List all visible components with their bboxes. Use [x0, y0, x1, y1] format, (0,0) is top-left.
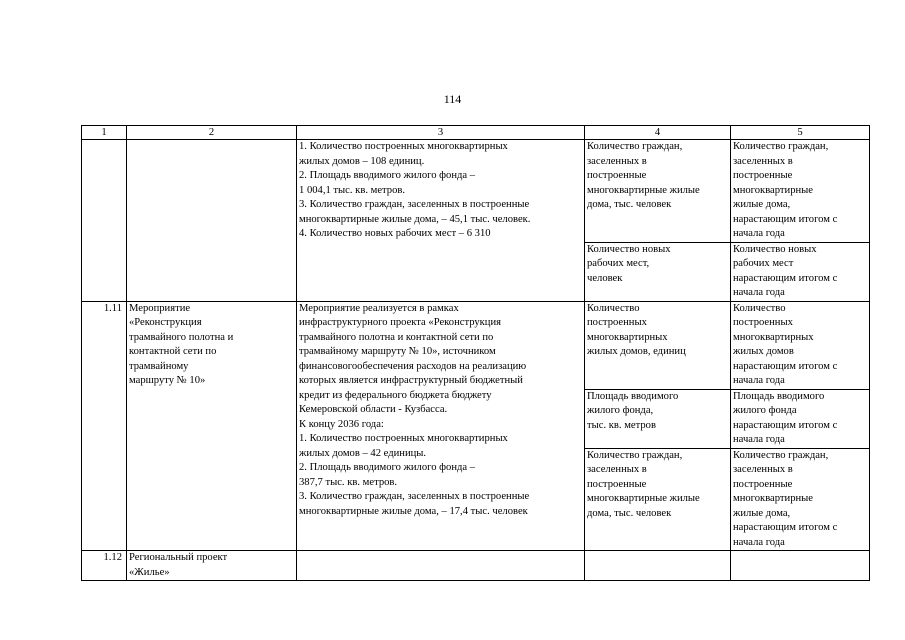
cell-line: Количество граждан, [587, 449, 683, 461]
cell-line: 3. Количество граждан, заселенных в построенные [299, 491, 530, 502]
table-row [82, 301, 870, 389]
table-header-row [82, 126, 870, 140]
header-col-2: 2 [127, 126, 297, 140]
cell-line: жилых домов – 108 единиц. [299, 155, 425, 167]
row-a-num [82, 140, 127, 302]
cell-line: «Жилье» [129, 566, 170, 578]
cell-line: Количество граждан, [733, 449, 829, 461]
cell-line: жилые дома, [733, 199, 791, 210]
cell-line: нарастающим итогом с [733, 360, 838, 372]
row-111-description [297, 301, 585, 551]
row-a-indicator-2 [585, 242, 731, 301]
cell-line: нарастающим итогом с [733, 272, 838, 284]
row-a-description [297, 140, 585, 302]
cell-line: многоквартирные жилые дома, – 17,4 тыс. человек [299, 505, 528, 517]
cell-line: трамвайному маршруту № 10», источником [299, 346, 496, 357]
cell-line: построенные [587, 478, 647, 490]
cell-line: которых является инфраструктурный бюджетный [299, 375, 523, 386]
cell-line: человек [587, 272, 623, 284]
cell-line: 1. Количество построенных многоквартирных [299, 141, 508, 152]
page-number: 114 [443, 92, 462, 106]
cell-line: построенных [587, 317, 647, 328]
cell-line: начала года [733, 228, 785, 239]
header-col-1: 1 [82, 126, 127, 140]
cell-line: 387,7 тыс. кв. метров. [299, 476, 398, 488]
row-112-name [127, 551, 297, 581]
cell-line: построенные [587, 170, 647, 181]
cell-line: дома, тыс. человек [587, 199, 672, 210]
row-a-value-1 [731, 140, 870, 243]
cell-line: многоквартирные жилые [587, 184, 700, 196]
cell-line: Площадь вводимого [733, 390, 825, 402]
cell-line: заселенных в [587, 464, 647, 475]
cell-line: многоквартирных [733, 331, 814, 343]
table-row [82, 140, 870, 243]
cell-line: начала года [733, 287, 785, 298]
indicator-table [81, 125, 870, 581]
cell-line: многоквартирные жилые [587, 493, 700, 504]
cell-line: жилых домов – 42 единицы. [299, 447, 427, 459]
cell-line: трамвайного полотна и [129, 331, 234, 343]
cell-line: заселенных в [733, 155, 793, 167]
cell-line: инфраструктурного проекта «Реконструкция [299, 317, 502, 328]
cell-line: Кемеровской области - Кузбасса. [299, 404, 448, 415]
cell-line: трамвайному [129, 360, 189, 372]
row-111-value-2 [731, 389, 870, 448]
cell-line: многоквартирные [733, 493, 814, 504]
row-111-value-3 [731, 448, 870, 551]
cell-line: Площадь вводимого [587, 390, 679, 402]
cell-line: маршруту № 10» [129, 375, 206, 386]
cell-line: Количество [733, 302, 786, 314]
row-111-name [127, 301, 297, 551]
cell-line: 2. Площадь вводимого жилого фонда – [299, 170, 476, 181]
cell-line: заселенных в [587, 155, 647, 167]
cell-line: многоквартирные жилые дома, – 45,1 тыс. человек. [299, 213, 531, 225]
cell-line: многоквартирные [733, 184, 814, 196]
cell-line: рабочих мест, [587, 258, 650, 269]
row-112-value [731, 551, 870, 581]
cell-line: Количество [587, 302, 640, 314]
cell-line: Мероприятие реализуется в рамках [299, 302, 459, 314]
cell-line: дома, тыс. человек [587, 507, 672, 519]
header-col-4: 4 [585, 126, 731, 140]
cell-line: жилых домов [733, 346, 794, 357]
cell-line: «Реконструкция [129, 317, 202, 328]
header-col-5: 5 [731, 126, 870, 140]
cell-line: 3. Количество граждан, заселенных в построенные [299, 199, 530, 210]
cell-line: контактной сети по [129, 346, 217, 357]
cell-line: рабочих мест [733, 258, 794, 269]
cell-line: нарастающим итогом с [733, 213, 838, 225]
row-111-indicator-3 [585, 448, 731, 551]
row-111-indicator-1 [585, 301, 731, 389]
cell-line: многоквартирных [587, 331, 668, 343]
cell-line: 4. Количество новых рабочих мест – 6 310 [299, 228, 491, 239]
cell-line: построенных [733, 317, 793, 328]
row-a-name [127, 140, 297, 302]
row-112-num: 1.12 [82, 551, 127, 581]
cell-line: нарастающим итогом с [733, 419, 838, 431]
row-111-indicator-2 [585, 389, 731, 448]
cell-line: Количество новых [587, 243, 671, 255]
row-a-value-2 [731, 242, 870, 301]
row-a-indicator-1 [585, 140, 731, 243]
cell-line: кредит из федерального бюджета бюджету [299, 389, 492, 401]
cell-line: трамвайного полотна и контактной сети по [299, 331, 494, 343]
cell-line: жилого фонда, [587, 405, 654, 416]
cell-line: 1 004,1 тыс. кв. метров. [299, 184, 406, 196]
cell-line: жилые дома, [733, 507, 791, 519]
cell-line: нарастающим итогом с [733, 522, 838, 533]
cell-line: 2. Площадь вводимого жилого фонда – [299, 462, 476, 473]
cell-line: тыс. кв. метров [587, 419, 656, 431]
cell-line: Количество граждан, [733, 141, 829, 152]
cell-line: жилого фонда [733, 405, 797, 416]
header-col-3: 3 [297, 126, 585, 140]
cell-line: 1. Количество построенных многоквартирных [299, 433, 508, 444]
row-112-description [297, 551, 585, 581]
row-111-num: 1.11 [82, 301, 127, 551]
cell-line: финансовогообеспечения расходов на реализацию [299, 360, 527, 372]
cell-line: Мероприятие [129, 302, 191, 314]
cell-line: Количество граждан, [587, 141, 683, 152]
cell-line: К концу 2036 года: [299, 418, 384, 430]
cell-line: начала года [733, 536, 785, 548]
cell-line: построенные [733, 170, 793, 181]
table-row [82, 551, 870, 581]
cell-line: жилых домов, единиц [587, 346, 686, 357]
cell-line: построенные [733, 478, 793, 490]
cell-line: Региональный проект [129, 552, 228, 563]
cell-line: начала года [733, 434, 785, 445]
cell-line: начала года [733, 375, 785, 386]
row-112-indicator [585, 551, 731, 581]
cell-line: заселенных в [733, 464, 793, 475]
cell-line: Количество новых [733, 243, 817, 255]
row-111-value-1 [731, 301, 870, 389]
